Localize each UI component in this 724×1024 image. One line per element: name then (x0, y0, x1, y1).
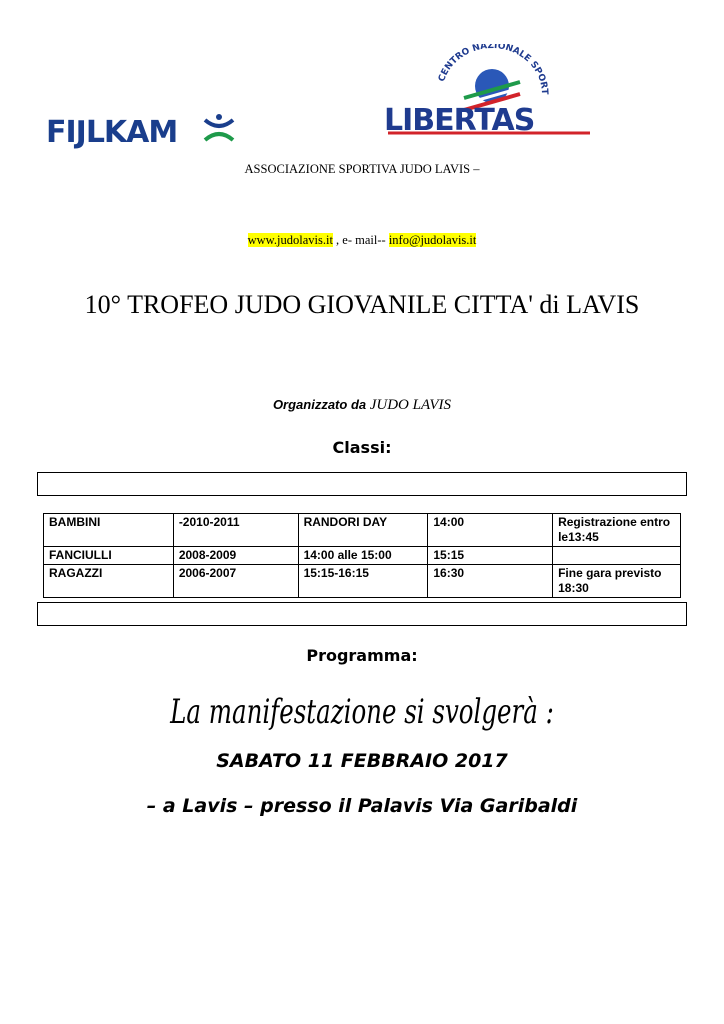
table-cell: 2006-2007 (173, 565, 298, 598)
table-cell: -2010-2011 (173, 514, 298, 547)
organizer-prefix: Organizzato da (272, 397, 370, 412)
email-separator: , e- mail-- (332, 233, 389, 247)
libertas-logo (380, 44, 600, 136)
table-cell: FANCIULLI (44, 547, 174, 565)
event-place: – a Lavis – presso il Palavis Via Garibaldi (146, 795, 578, 817)
programma-heading: Programma: (306, 646, 418, 665)
email-link[interactable]: info@judolavis.it (388, 233, 477, 247)
table-row (44, 547, 681, 565)
table-cell: 15:15 (428, 547, 553, 565)
fijlkam-logo-text: FIJLKAM (46, 115, 178, 150)
table-row (44, 565, 681, 598)
contacts-line (0, 233, 724, 248)
table-cell: BAMBINI (44, 514, 174, 547)
table-row (44, 514, 681, 547)
association-name: ASSOCIAZIONE SPORTIVA JUDO LAVIS – (244, 162, 480, 176)
page-title: 10° TROFEO JUDO GIOVANILE CITTA' di LAVIS (84, 290, 640, 319)
table-cell (553, 547, 681, 565)
organizer-name: JUDO LAVIS (369, 397, 452, 413)
table-cell: Registrazione entro le13:45 (553, 514, 681, 547)
classes-table (43, 513, 681, 598)
event-date: SABATO 11 FEBBRAIO 2017 (216, 750, 508, 772)
libertas-ring-text: CENTRO NAZIONALE SPORT (437, 44, 550, 95)
table-cell: 14:00 (428, 514, 553, 547)
libertas-logo-text: LIBERTAS (384, 103, 535, 136)
classi-heading: Classi: (332, 438, 392, 457)
manifestazione-line: La manifestazione si svolgerà : (170, 692, 554, 732)
empty-box-bottom (37, 602, 687, 626)
website-link[interactable]: www.judolavis.it (247, 233, 333, 247)
fijlkam-logo (44, 112, 244, 152)
organizer-line (0, 397, 724, 414)
table-cell: RAGAZZI (44, 565, 174, 598)
table-cell: Fine gara previsto 18:30 (553, 565, 681, 598)
empty-box-top (37, 472, 687, 496)
table-cell: 2008-2009 (173, 547, 298, 565)
table-cell: 14:00 alle 15:00 (298, 547, 428, 565)
table-cell: RANDORI DAY (298, 514, 428, 547)
fijlkam-emblem-icon (205, 114, 233, 140)
table-cell: 15:15-16:15 (298, 565, 428, 598)
table-cell: 16:30 (428, 565, 553, 598)
